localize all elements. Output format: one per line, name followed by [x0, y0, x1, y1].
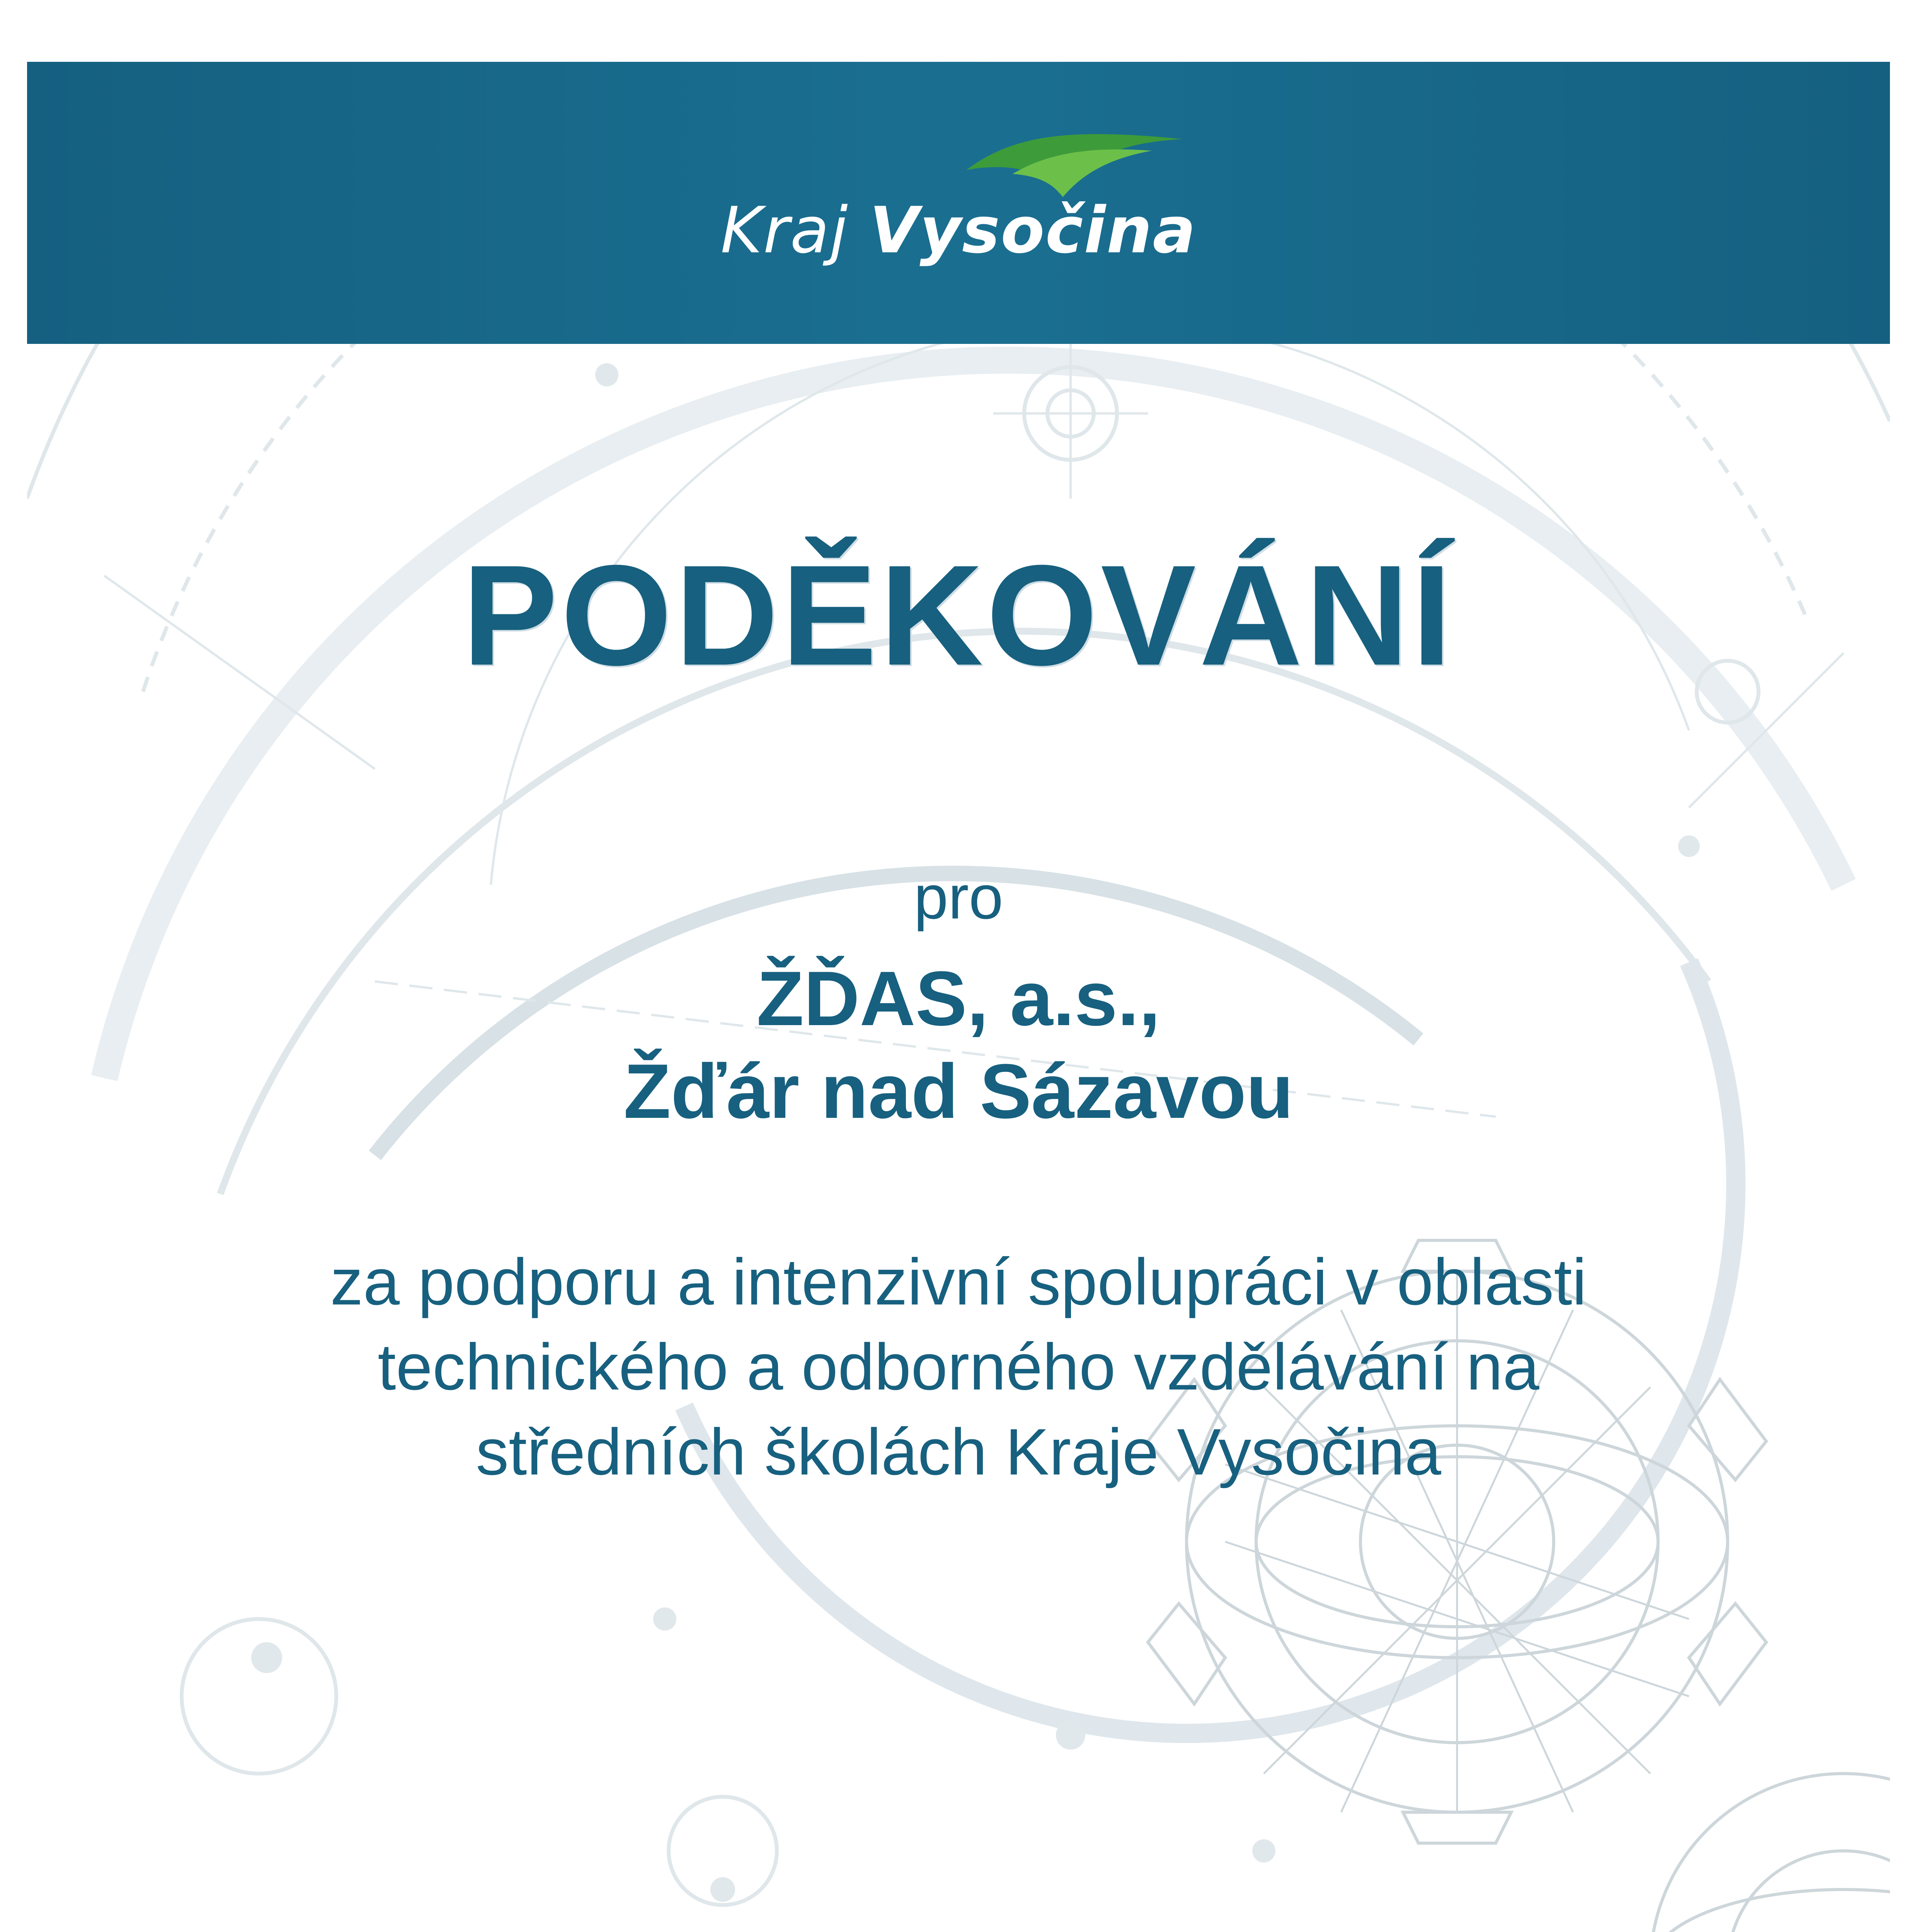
preposition: pro [914, 862, 1003, 932]
kraj-vysocina-logo [703, 128, 1214, 309]
reason-line-3: středních školách Kraje Vysočina [476, 1415, 1441, 1489]
recipient-company: ŽĎAS, a.s., [756, 956, 1161, 1042]
reason-line-1: za podporu a intenzivní spolupráci v oblasti [330, 1245, 1587, 1319]
logo-text-light: Kraj [720, 193, 849, 267]
reason-line-2: technického a odborného vzdělávání na [378, 1330, 1539, 1404]
certificate-title: PODĚKOVÁNÍ [462, 536, 1455, 695]
logo-text [703, 193, 1214, 267]
logo-text-bold: Vysočina [869, 193, 1197, 267]
recipient-city: Žďár nad Sázavou [623, 1048, 1294, 1134]
